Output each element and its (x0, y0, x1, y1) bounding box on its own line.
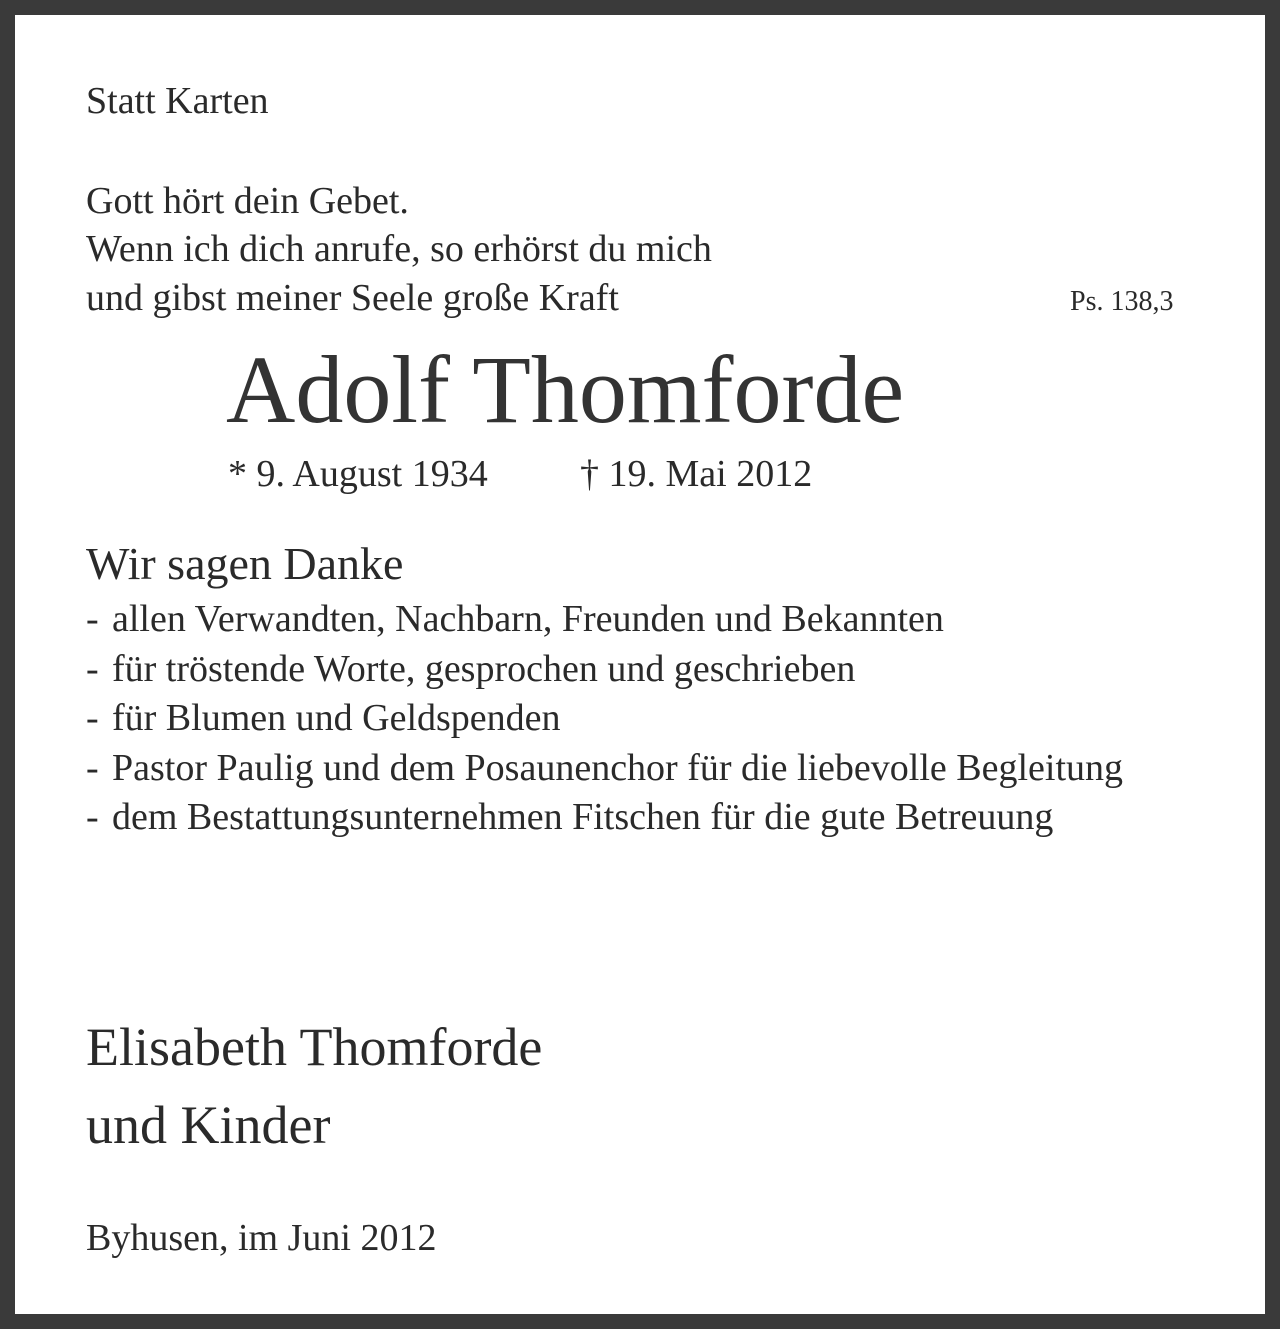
thanks-heading: Wir sagen Danke (86, 538, 404, 589)
list-item (86, 744, 1162, 794)
death-date: † 19. Mai 2012 (580, 453, 813, 495)
deceased-name: Adolf Thomforde (226, 336, 905, 443)
thanks-item-text: Pastor Paulig und dem Posaunenchor für die liebevolle Begleitung (112, 746, 1124, 789)
thanks-item-text: für Blumen und Geldspenden (112, 697, 561, 739)
verse-line-1: Gott hört dein Gebet. (86, 180, 409, 222)
list-bullet: - (86, 746, 99, 789)
thanks-item-text: allen Verwandten, Nachbarn, Freunden und Bekannten (112, 598, 944, 640)
list-bullet: - (86, 796, 99, 838)
list-bullet: - (86, 697, 99, 739)
list-bullet: - (86, 647, 99, 690)
list-item (86, 595, 1212, 645)
notice-heading: Statt Karten (86, 80, 269, 122)
list-item (86, 793, 1112, 843)
verse-line-3: und gibst meiner Seele große Kraft (86, 277, 619, 319)
thanks-item-text: für tröstende Worte, gesprochen und geschrieben (112, 647, 856, 690)
list-item (86, 645, 1212, 695)
signature-line-2: und Kinder (86, 1095, 331, 1155)
list-item (86, 694, 1212, 744)
verse-reference: Ps. 138,3 (1070, 286, 1174, 317)
thanks-list (86, 595, 1212, 843)
list-bullet: - (86, 598, 99, 640)
verse-line-2: Wenn ich dich anrufe, so erhörst du mich (86, 228, 712, 270)
signature-line-1: Elisabeth Thomforde (86, 1017, 543, 1077)
birth-date: * 9. August 1934 (228, 453, 488, 495)
place-date: Byhusen, im Juni 2012 (86, 1217, 437, 1259)
thanks-item-text: dem Bestattungsunternehmen Fitschen für die gute Betreuung (112, 796, 1054, 838)
